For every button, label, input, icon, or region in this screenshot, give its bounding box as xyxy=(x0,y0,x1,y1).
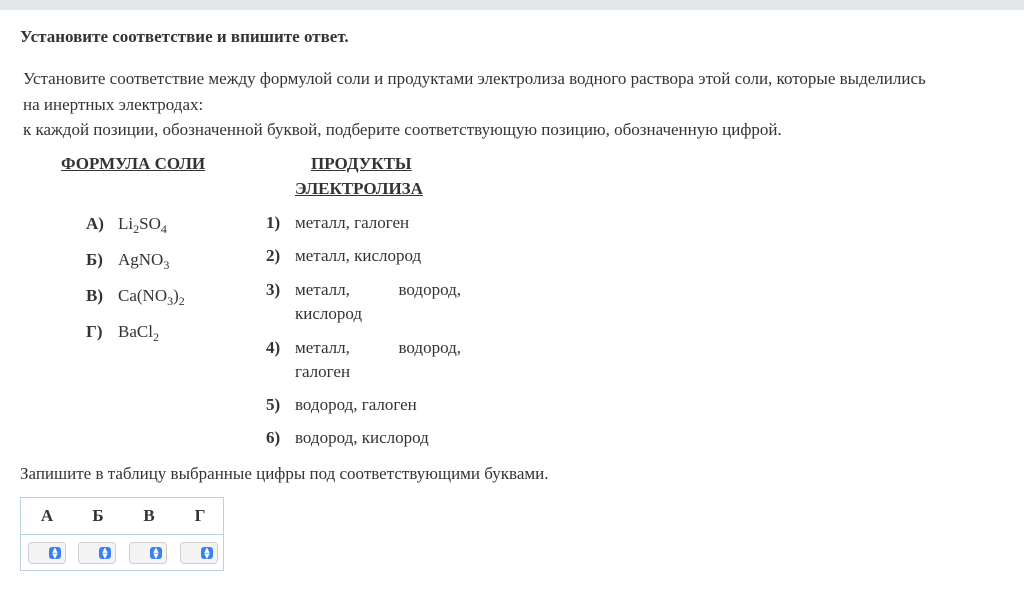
product-4-text: металл, водород, xyxy=(295,338,461,357)
table-divider xyxy=(21,534,223,535)
top-bar xyxy=(0,0,1024,10)
task-text-line-3: к каждой позиции, обозначенной буквой, подберите соответствующую позицию, обозначенную цифрой. xyxy=(23,120,782,139)
salt-v-label: В) xyxy=(86,286,103,305)
salt-formula-header: ФОРМУЛА СОЛИ xyxy=(61,154,206,173)
answer-header-v: В xyxy=(143,506,155,525)
answer-select-v[interactable] xyxy=(129,542,167,564)
select-arrows-icon: ▲ ▼ xyxy=(201,547,213,559)
answer-table xyxy=(20,497,224,571)
salt-g-formula: BaCl$_2$ xyxy=(118,322,159,344)
select-arrows-icon: ▲ ▼ xyxy=(49,547,61,559)
product-3-text: металл, водород, xyxy=(295,280,461,299)
salt-a-formula: $Li_2SO_4$ xyxy=(118,214,167,236)
product-4-text-cont: галоген xyxy=(295,362,351,381)
answer-select-g[interactable] xyxy=(180,542,218,564)
answer-header-b: Б xyxy=(92,506,104,525)
answer-instruction: Запишите в таблицу выбранные цифры под соответствующими буквами. xyxy=(20,464,549,483)
select-arrows-icon: ▲ ▼ xyxy=(150,547,162,559)
salt-v-formula: $Ca(NO_3)_2$ xyxy=(118,286,185,308)
answer-select-a[interactable] xyxy=(28,542,66,564)
task-text-line-2: на инертных электродах: xyxy=(23,95,204,114)
products-header-line-2: ЭЛЕКТРОЛИЗА xyxy=(295,179,423,198)
task-text-line-1: Установите соответствие между формулой соли и продуктами электролиза водного раствора этой соли, которые выделились xyxy=(23,69,926,88)
salt-b-formula: AgNO$_3$ xyxy=(118,250,170,272)
answer-select-b[interactable] xyxy=(78,542,116,564)
select-arrows-icon: ▲ ▼ xyxy=(99,547,111,559)
products-header-line-1: ПРОДУКТЫ xyxy=(311,154,412,173)
answer-header-a: А xyxy=(40,506,54,525)
salt-g-label: Г) xyxy=(86,322,103,341)
answer-header-g: Г xyxy=(194,506,206,525)
salt-a-label: А) xyxy=(86,214,104,233)
product-3-text-cont: кислород xyxy=(295,304,363,323)
task-heading: Установите соответствие и впишите ответ. xyxy=(20,27,349,46)
salt-b-label: Б) xyxy=(86,250,103,269)
